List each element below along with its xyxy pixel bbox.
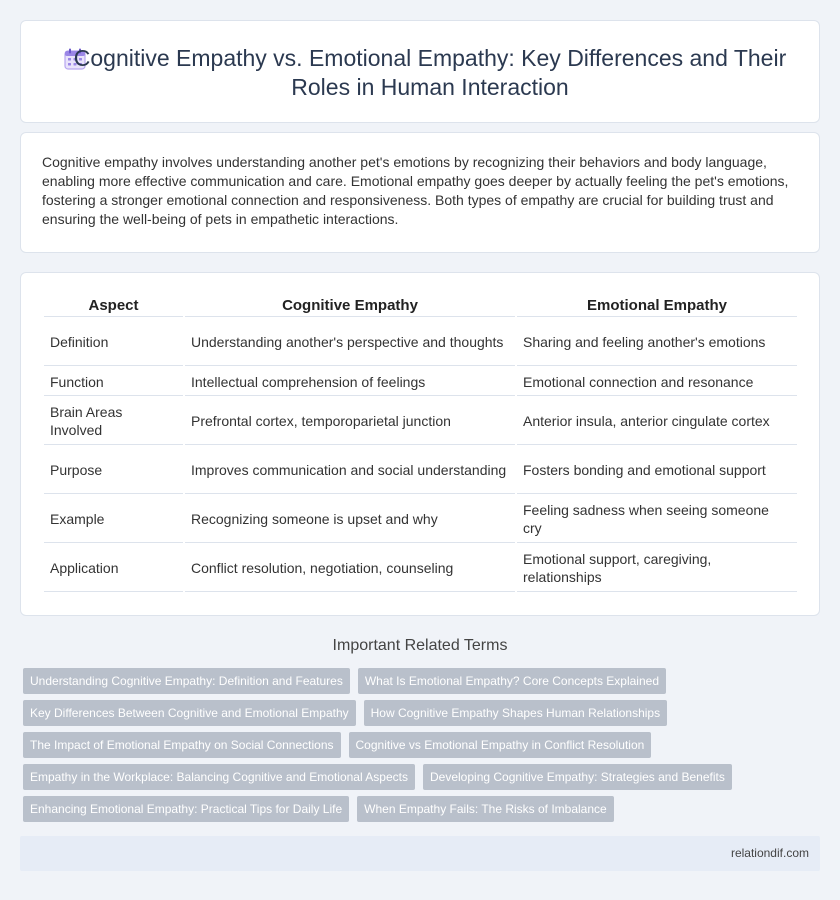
comparison-card [20, 272, 820, 616]
cell-aspect: Purpose [44, 447, 183, 494]
cell-emotional: Fosters bonding and emotional support [517, 447, 797, 494]
header-cognitive: Cognitive Empathy [185, 297, 515, 317]
table-row [44, 447, 797, 494]
header-aspect: Aspect [44, 297, 183, 317]
related-terms-list [23, 668, 803, 828]
intro-card [20, 132, 820, 253]
cell-emotional: Emotional support, caregiving, relationships [517, 545, 797, 592]
cell-cognitive: Improves communication and social understanding [185, 447, 515, 494]
cell-cognitive: Intellectual comprehension of feelings [185, 368, 515, 396]
intro-paragraph: Cognitive empathy involves understanding another pet's emotions by recognizing their behaviors and body language, enabling more effective communication and care. Emotional empathy goes deeper by actually feeling the pet's emotions, fostering a stronger emotional connection and responsiveness. Both types of empathy are crucial for building trust and ensuring the well-being of pets in empathetic interactions. [42, 154, 789, 227]
table-row [44, 319, 797, 366]
header-emotional: Emotional Empathy [517, 297, 797, 317]
cell-cognitive: Prefrontal cortex, temporoparietal junction [185, 398, 515, 445]
cell-aspect: Definition [44, 319, 183, 366]
table-row [44, 545, 797, 592]
table-header-row [44, 297, 797, 317]
cell-cognitive: Recognizing someone is upset and why [185, 496, 515, 543]
table-row [44, 496, 797, 543]
cell-aspect: Example [44, 496, 183, 543]
related-term-link[interactable]: Developing Cognitive Empathy: Strategies and Benefits [423, 764, 732, 790]
related-term-link[interactable]: Understanding Cognitive Empathy: Definition and Features [23, 668, 350, 694]
related-terms-heading: Important Related Terms [332, 637, 508, 654]
table-row [44, 368, 797, 396]
page-title: Cognitive Empathy vs. Emotional Empathy: Key Differences and Their Roles in Human Interaction [73, 45, 787, 100]
related-term-link[interactable]: The Impact of Emotional Empathy on Social Connections [23, 732, 341, 758]
cell-emotional: Emotional connection and resonance [517, 368, 797, 396]
related-term-link[interactable]: What Is Emotional Empathy? Core Concepts Explained [358, 668, 666, 694]
related-term-link[interactable]: How Cognitive Empathy Shapes Human Relationships [364, 700, 667, 726]
site-credit[interactable]: relationdif.com [730, 846, 809, 860]
related-term-link[interactable]: Cognitive vs Emotional Empathy in Conflict Resolution [349, 732, 652, 758]
cell-emotional: Feeling sadness when seeing someone cry [517, 496, 797, 543]
comparison-table [42, 295, 799, 594]
cell-aspect: Function [44, 368, 183, 396]
table-row [44, 398, 797, 445]
cell-aspect: Application [44, 545, 183, 592]
related-term-link[interactable]: When Empathy Fails: The Risks of Imbalance [357, 796, 614, 822]
cell-emotional: Sharing and feeling another's emotions [517, 319, 797, 366]
cell-aspect: Brain Areas Involved [44, 398, 183, 445]
cell-cognitive: Conflict resolution, negotiation, counseling [185, 545, 515, 592]
related-term-link[interactable]: Enhancing Emotional Empathy: Practical Tips for Daily Life [23, 796, 349, 822]
cell-cognitive: Understanding another's perspective and thoughts [185, 319, 515, 366]
cell-emotional: Anterior insula, anterior cingulate cortex [517, 398, 797, 445]
footer-bar [20, 836, 820, 871]
title-card [20, 20, 820, 123]
related-term-link[interactable]: Empathy in the Workplace: Balancing Cognitive and Emotional Aspects [23, 764, 415, 790]
related-term-link[interactable]: Key Differences Between Cognitive and Emotional Empathy [23, 700, 356, 726]
